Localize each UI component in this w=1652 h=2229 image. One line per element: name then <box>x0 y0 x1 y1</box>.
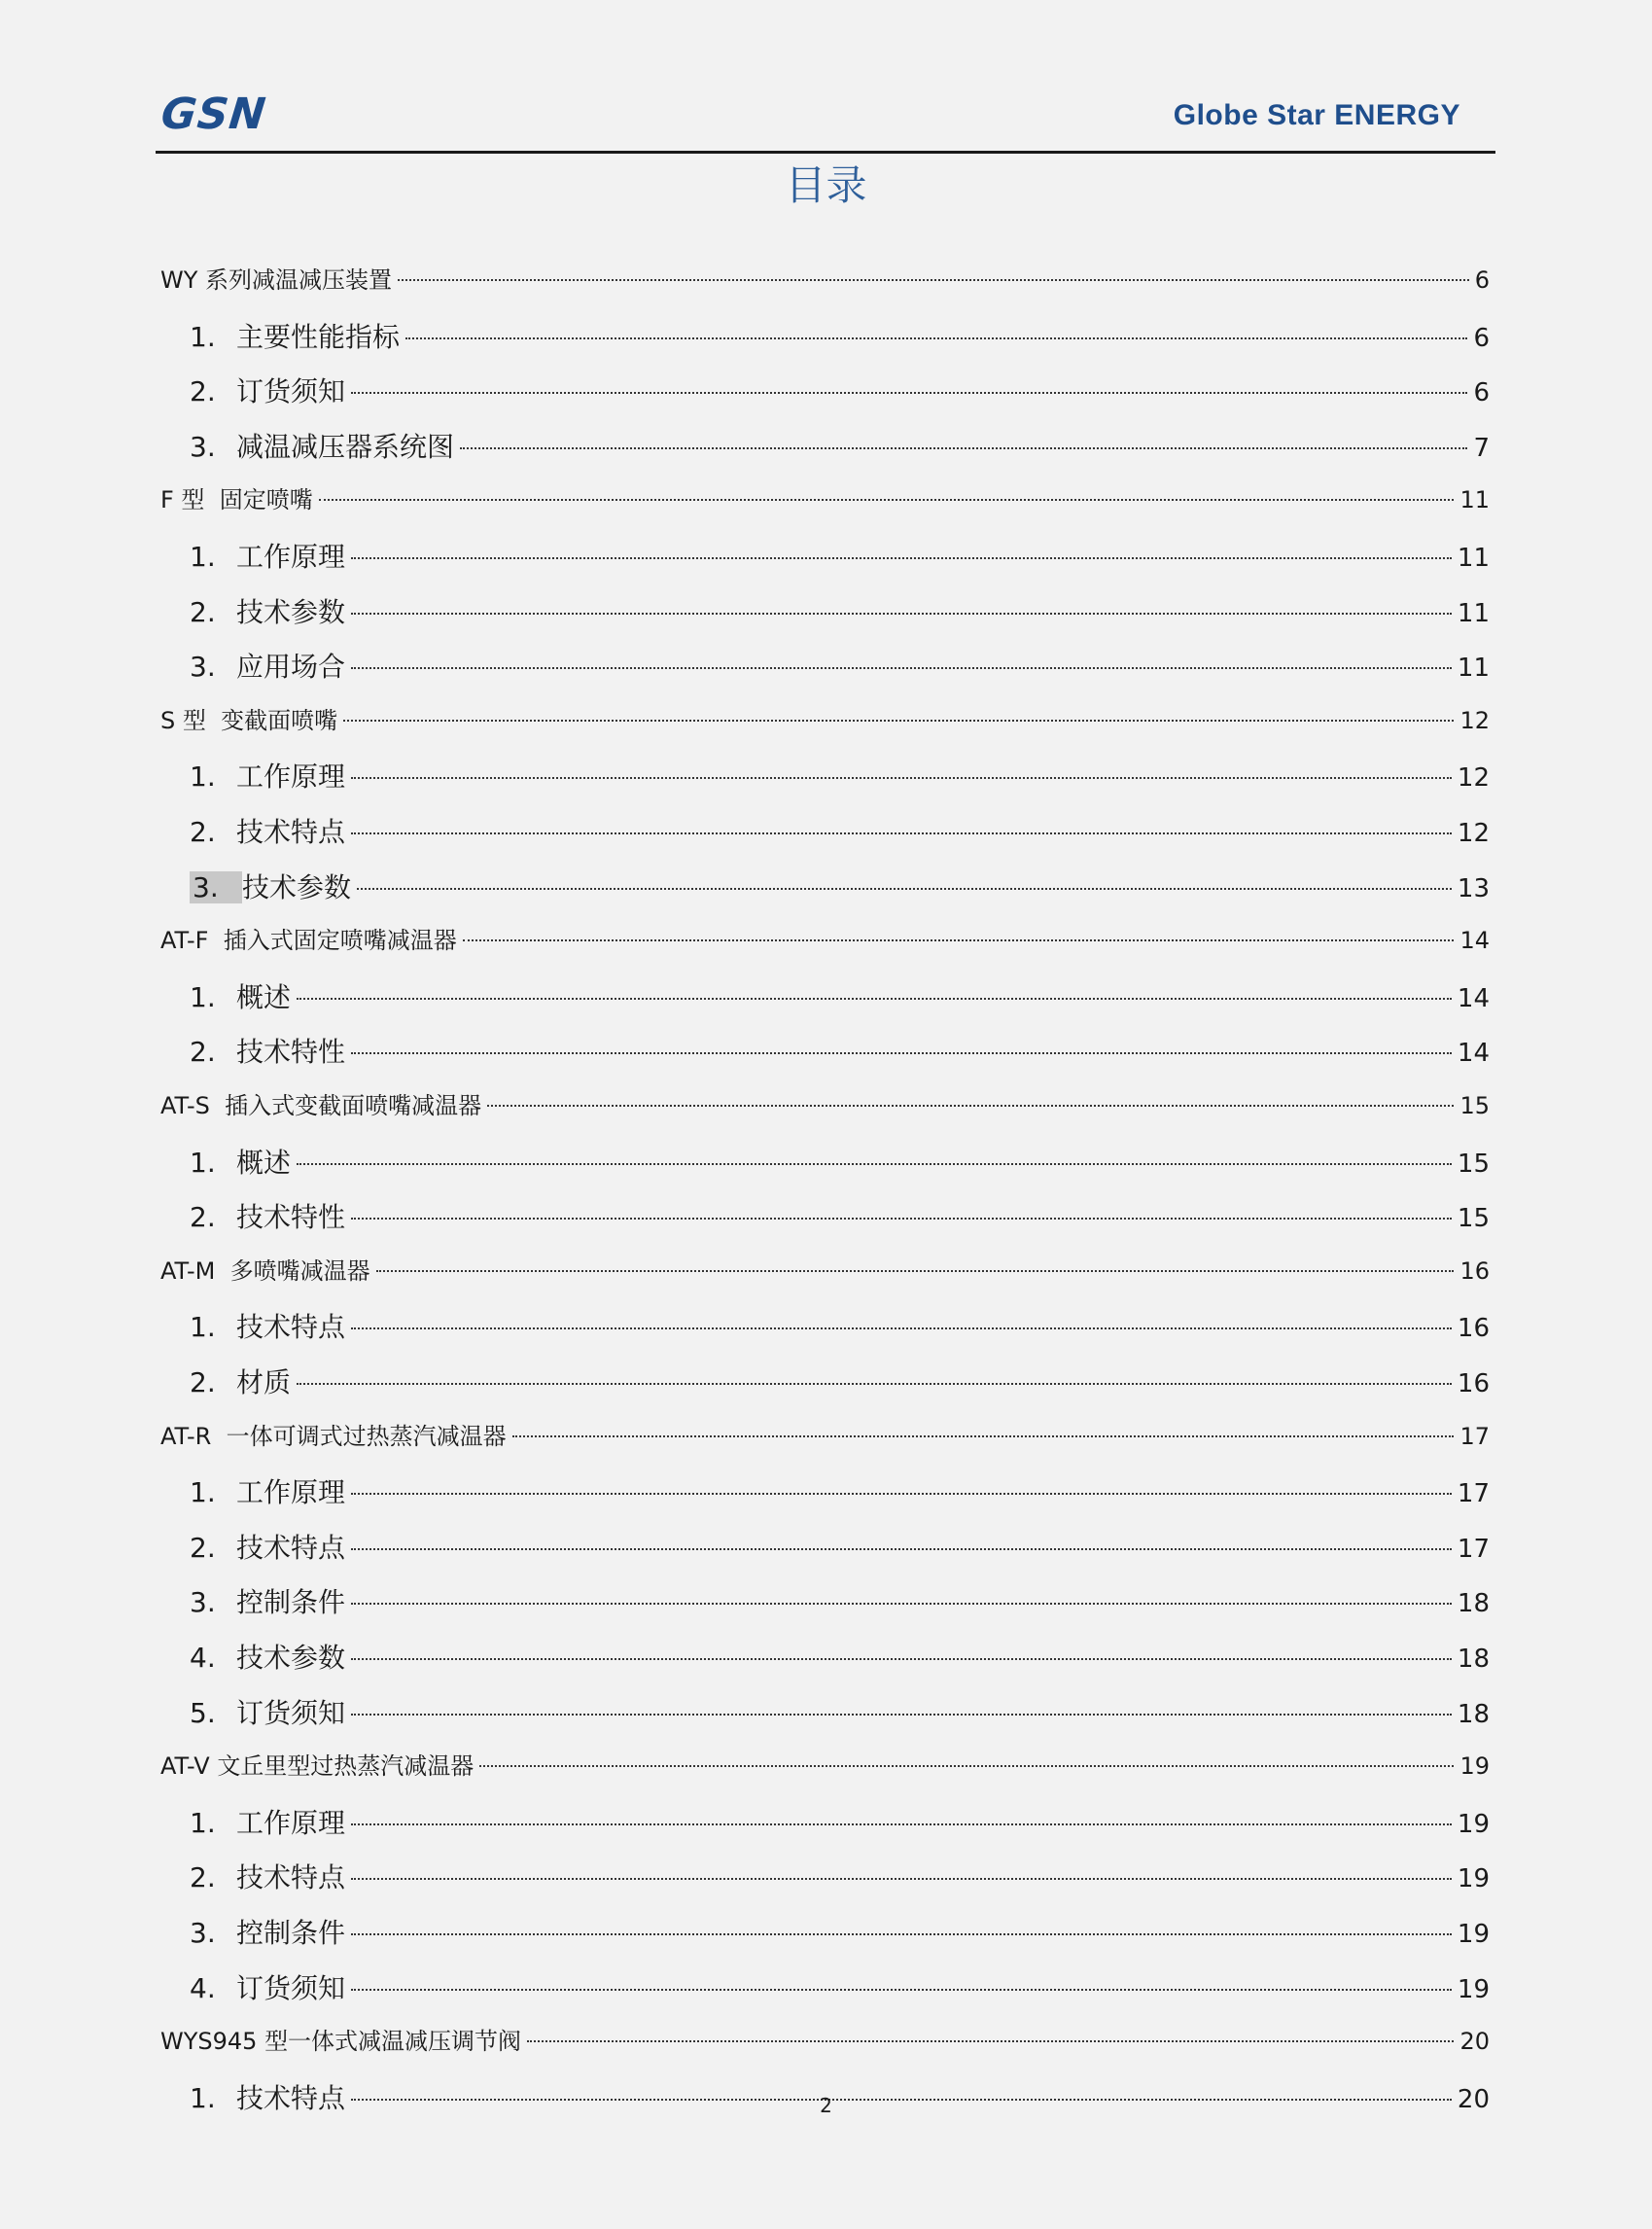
toc-entry-title: 概述 <box>236 980 292 1013</box>
toc-dot-leader <box>297 998 1452 1000</box>
toc-entry-number: 2. <box>190 375 216 408</box>
toc-section-entry[interactable] <box>160 1417 1490 1456</box>
toc-entry-page: 16 <box>1459 1256 1490 1285</box>
toc-entry-page: 18 <box>1457 1699 1490 1729</box>
toc-entry-page: 16 <box>1457 1369 1490 1398</box>
toc-entry-page: 15 <box>1457 1204 1490 1234</box>
toc-section-entry[interactable] <box>160 2022 1490 2061</box>
toc-entry-title: 控制条件 <box>236 1917 346 1949</box>
toc-subsection-entry[interactable] <box>160 1031 1490 1070</box>
toc-entry-number: 3. <box>190 430 216 463</box>
toc-subsection-entry[interactable] <box>160 371 1490 409</box>
toc-subsection-entry[interactable] <box>160 976 1490 1015</box>
toc-subsection-entry[interactable] <box>160 1692 1490 1731</box>
toc-entry-title: 控制条件 <box>236 1586 346 1619</box>
toc-entry-title: S 型 变截面喷嘴 <box>160 706 338 734</box>
toc-entry-page: 17 <box>1457 1479 1490 1509</box>
brand-name: Globe Star ENERGY <box>1173 99 1460 131</box>
toc-dot-leader <box>405 337 1467 339</box>
toc-entry-title: 技术特点 <box>236 1861 346 1894</box>
toc-entry-number: 1. <box>190 1806 216 1839</box>
toc-entry-title: 技术特点 <box>236 1311 346 1344</box>
toc-subsection-entry[interactable] <box>160 646 1490 685</box>
toc-entry-number: 1. <box>190 320 216 353</box>
toc-entry-number: 3. <box>190 1586 216 1619</box>
toc-entry-number: 4. <box>190 1971 216 2004</box>
toc-dot-leader <box>297 1163 1452 1165</box>
toc-dot-leader <box>479 1765 1454 1767</box>
toc-entry-page: 12 <box>1457 819 1490 848</box>
toc-entry-title: 订货须知 <box>236 1971 346 2004</box>
toc-entry-title: 材质 <box>236 1366 292 1398</box>
toc-entry-number: 2. <box>190 1531 216 1564</box>
toc-dot-leader <box>343 720 1454 722</box>
toc-entry-page: 12 <box>1457 763 1490 794</box>
toc-dot-leader <box>351 832 1452 834</box>
toc-entry-title: 技术特点 <box>236 2081 346 2114</box>
toc-entry-page: 15 <box>1459 1092 1490 1119</box>
toc-dot-leader <box>351 1052 1452 1054</box>
toc-dot-leader <box>351 392 1467 394</box>
toc-entry-page: 7 <box>1473 433 1490 463</box>
toc-dot-leader <box>351 1218 1452 1220</box>
toc-entry-page: 14 <box>1459 927 1490 955</box>
toc-entry-title: AT-V 文丘里型过热蒸汽减温器 <box>160 1752 475 1781</box>
toc-entry-page: 12 <box>1459 706 1490 734</box>
toc-subsection-entry[interactable] <box>160 1527 1490 1566</box>
toc-section-entry[interactable] <box>160 701 1490 740</box>
toc-dot-leader <box>376 1270 1455 1272</box>
toc-dot-leader <box>319 499 1455 501</box>
toc-section-entry[interactable] <box>160 921 1490 960</box>
toc-entry-page: 6 <box>1473 378 1490 408</box>
toc-entry-title: 技术参数 <box>236 1642 346 1674</box>
toc-dot-leader <box>351 557 1452 559</box>
toc-entry-page: 17 <box>1457 1534 1490 1564</box>
toc-entry-page: 11 <box>1457 598 1490 628</box>
toc-entry-number: 1. <box>190 541 216 573</box>
toc-dot-leader <box>351 1327 1452 1329</box>
toc-dot-leader <box>398 279 1469 281</box>
toc-subsection-entry[interactable] <box>160 1471 1490 1510</box>
toc-entry-page: 15 <box>1457 1149 1490 1179</box>
toc-entry-page: 17 <box>1459 1422 1490 1450</box>
toc-entry-number: 1. <box>190 1476 216 1509</box>
toc-subsection-entry[interactable] <box>160 1142 1490 1181</box>
toc-entry-title: 订货须知 <box>236 1696 346 1729</box>
toc-subsection-entry[interactable] <box>160 1857 1490 1895</box>
toc-subsection-entry[interactable] <box>160 536 1490 575</box>
toc-section-entry[interactable] <box>160 480 1490 519</box>
toc-subsection-entry[interactable] <box>160 1581 1490 1620</box>
toc-subsection-entry[interactable] <box>160 1967 1490 2006</box>
toc-entry-page: 6 <box>1473 323 1490 353</box>
toc-dot-leader <box>351 1878 1452 1880</box>
toc-entry-page: 19 <box>1457 1864 1490 1894</box>
toc-dot-leader <box>527 2040 1454 2042</box>
toc-entry-page: 11 <box>1457 654 1490 684</box>
toc-entry-number: 3. <box>190 871 242 903</box>
toc-dot-leader <box>351 1493 1452 1495</box>
page-number: 2 <box>820 2094 832 2117</box>
toc-subsection-entry[interactable] <box>160 426 1490 465</box>
toc-entry-title: F 型 固定喷嘴 <box>160 486 313 514</box>
toc-entry-number: 3. <box>190 651 216 684</box>
toc-dot-leader <box>351 667 1452 669</box>
toc-section-entry[interactable] <box>160 261 1490 300</box>
toc-entry-number: 2. <box>190 1366 216 1398</box>
toc-entry-title: WY 系列减温减压装置 <box>160 266 393 294</box>
toc-entry-number: 2. <box>190 1036 216 1069</box>
toc-entry-number: 1. <box>190 1146 216 1179</box>
toc-entry-title: WYS945 型一体式减温减压调节阀 <box>160 2028 522 2056</box>
toc-entry-title: 技术特点 <box>236 1531 346 1564</box>
toc-dot-leader <box>351 777 1452 779</box>
toc-entry-page: 11 <box>1457 544 1490 573</box>
toc-entry-page: 19 <box>1457 1809 1490 1839</box>
toc-subsection-entry[interactable] <box>160 756 1490 795</box>
toc-entry-page: 16 <box>1457 1314 1490 1344</box>
toc-entry-page: 19 <box>1457 1974 1490 2004</box>
logo-text: GSN <box>158 88 269 139</box>
toc-entry-page: 19 <box>1457 1920 1490 1949</box>
toc-entry-title: 主要性能指标 <box>236 320 401 353</box>
toc-entry-title: AT-M 多喷嘴减温器 <box>160 1256 370 1285</box>
toc-entry-number: 1. <box>190 761 216 794</box>
toc-entry-number: 1. <box>190 2081 216 2114</box>
toc-entry-title: 工作原理 <box>236 1806 346 1839</box>
toc-entry-page: 14 <box>1457 983 1490 1013</box>
gsn-logo <box>158 88 269 139</box>
toc-entry-title: AT-F 插入式固定喷嘴减温器 <box>160 927 457 955</box>
toc-dot-leader <box>297 1383 1452 1385</box>
toc-entry-title: 技术特点 <box>236 816 346 848</box>
toc-entry-title: 工作原理 <box>236 1476 346 1509</box>
page-title: 目录 <box>785 161 867 209</box>
toc-entry-title: 应用场合 <box>236 651 346 684</box>
toc-entry-number: 3. <box>190 1917 216 1949</box>
toc-entry-page: 20 <box>1457 2084 1490 2114</box>
toc-section-entry[interactable] <box>160 1086 1490 1125</box>
toc-dot-leader <box>460 447 1467 449</box>
toc-dot-leader <box>351 1714 1452 1716</box>
toc-entry-page: 20 <box>1459 2028 1490 2056</box>
toc-subsection-entry[interactable] <box>160 1912 1490 1951</box>
toc-dot-leader <box>351 1989 1452 1991</box>
toc-entry-number: 2. <box>190 595 216 628</box>
toc-dot-leader <box>357 888 1452 890</box>
toc-entry-title: AT-S 插入式变截面喷嘴减温器 <box>160 1092 482 1119</box>
toc-dot-leader <box>351 1548 1452 1550</box>
toc-entry-page: 14 <box>1457 1039 1490 1069</box>
toc-dot-leader <box>351 613 1452 615</box>
toc-entry-number: 5. <box>190 1696 216 1729</box>
toc-entry-number: 2. <box>190 816 216 848</box>
toc-subsection-entry[interactable] <box>160 316 1490 355</box>
toc-entry-title: AT-R 一体可调式过热蒸汽减温器 <box>160 1422 507 1450</box>
toc-subsection-entry[interactable] <box>160 1802 1490 1841</box>
toc-section-entry[interactable] <box>160 1252 1490 1291</box>
toc-entry-title: 技术特性 <box>236 1036 346 1069</box>
toc-entry-page: 18 <box>1457 1645 1490 1674</box>
toc-entry-page: 11 <box>1459 486 1490 514</box>
toc-entry-title: 订货须知 <box>236 375 346 408</box>
toc-section-entry[interactable] <box>160 1747 1490 1786</box>
toc-entry-title: 减温减压器系统图 <box>236 430 455 463</box>
toc-entry-title: 技术参数 <box>236 595 346 628</box>
toc-entry-title: 工作原理 <box>236 541 346 573</box>
toc-entry-title: 概述 <box>236 1146 292 1179</box>
toc-dot-leader <box>463 939 1455 941</box>
toc-subsection-entry[interactable] <box>160 811 1490 850</box>
toc-subsection-entry[interactable] <box>160 1362 1490 1400</box>
toc-subsection-entry[interactable] <box>160 867 1490 905</box>
toc-entry-number: 2. <box>190 1201 216 1234</box>
toc-entry-page: 13 <box>1457 873 1490 903</box>
toc-subsection-entry[interactable] <box>160 591 1490 630</box>
toc-entry-title: 工作原理 <box>236 761 346 794</box>
toc-entry-page: 6 <box>1474 266 1490 294</box>
toc-dot-leader <box>512 1435 1455 1437</box>
toc-dot-leader <box>351 1658 1452 1660</box>
toc-entry-number: 2. <box>190 1861 216 1894</box>
toc-entry-number: 4. <box>190 1642 216 1674</box>
toc-entry-number: 1. <box>190 980 216 1013</box>
toc-entry-title: 技术特性 <box>236 1201 346 1234</box>
toc-entry-title: 技术参数 <box>242 870 352 903</box>
toc-subsection-entry[interactable] <box>160 1196 1490 1235</box>
toc-subsection-entry[interactable] <box>160 1637 1490 1676</box>
toc-dot-leader <box>487 1105 1454 1107</box>
toc-dot-leader <box>351 1933 1452 1935</box>
toc-entry-page: 18 <box>1457 1589 1490 1619</box>
toc-subsection-entry[interactable] <box>160 1306 1490 1345</box>
toc-dot-leader <box>351 1603 1452 1605</box>
toc-entry-page: 19 <box>1459 1752 1490 1781</box>
toc-dot-leader <box>351 1823 1452 1825</box>
toc-entry-number: 1. <box>190 1311 216 1344</box>
